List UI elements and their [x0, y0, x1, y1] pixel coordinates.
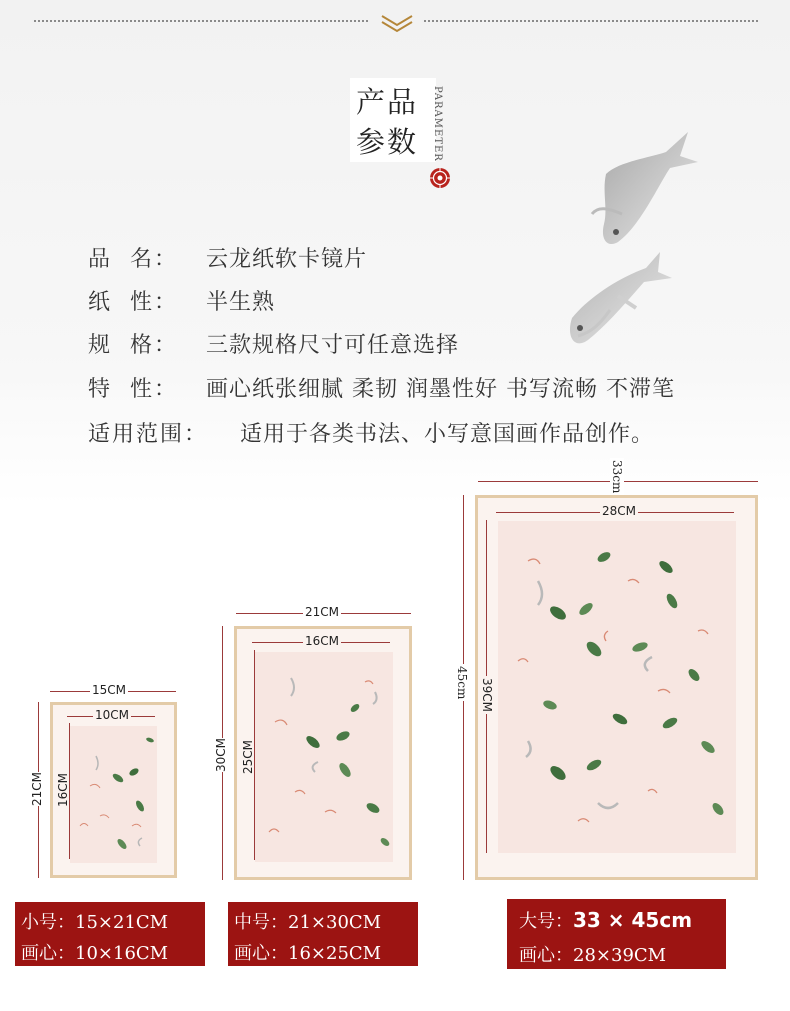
section-title	[356, 82, 436, 162]
medium-frame	[234, 626, 412, 880]
leaf-pattern-icon	[255, 652, 393, 862]
small-size-label	[15, 902, 205, 966]
param-value: 云龙纸软卡镜片	[206, 247, 368, 272]
param-row-feature	[88, 374, 675, 406]
large-inner-height: 39CM	[480, 678, 494, 713]
param-label: 规 格：	[88, 333, 178, 358]
medium-outer-height: 30CM	[214, 738, 228, 773]
section-title-line1: 产品	[356, 85, 419, 119]
divider-left	[34, 20, 368, 22]
small-size-line2: 画心：10×16CM	[21, 943, 169, 964]
large-size-prefix: 大号：	[519, 911, 573, 932]
large-size-value: 33 × 45cm	[573, 908, 693, 932]
medium-inner-height: 25CM	[241, 740, 255, 775]
large-size-label	[507, 899, 726, 969]
param-row-spec	[88, 330, 460, 362]
section-title-line2: 参数	[356, 125, 419, 159]
seal-icon	[429, 167, 451, 189]
large-frame	[475, 495, 758, 880]
medium-size-line1: 中号：21×30CM	[234, 912, 382, 933]
large-inner-width: 28CM	[602, 504, 637, 518]
small-size-line1: 小号：15×21CM	[21, 912, 169, 933]
leaf-pattern-icon	[70, 726, 157, 863]
large-size-line1	[519, 907, 692, 933]
param-label: 纸 性：	[88, 290, 178, 315]
param-row-usage	[88, 419, 655, 451]
param-row-paper-property	[88, 287, 276, 319]
param-value: 画心纸张细腻 柔韧 润墨性好 书写流畅 不滞笔	[206, 377, 675, 402]
param-label: 品 名：	[88, 247, 178, 272]
medium-size-label	[228, 902, 418, 966]
divider-right	[424, 20, 758, 22]
small-inner-width: 10CM	[95, 708, 130, 722]
param-label: 特 性：	[88, 377, 178, 402]
param-label: 适用范围：	[88, 422, 209, 447]
medium-inner-width: 16CM	[305, 634, 340, 648]
small-inner-height: 16CM	[56, 773, 70, 808]
medium-inner-paper	[255, 652, 393, 862]
fish-painting-icon	[548, 128, 708, 368]
medium-size-line2: 画心：16×25CM	[234, 943, 382, 964]
param-value: 三款规格尺寸可任意选择	[206, 333, 460, 358]
large-inner-paper	[498, 521, 736, 853]
param-value: 适用于各类书法、小写意国画作品创作。	[240, 422, 655, 447]
param-value: 半生熟	[206, 290, 276, 315]
param-row-name	[88, 244, 368, 276]
large-outer-width: 33cm	[610, 460, 624, 494]
large-outer-height: 45cm	[455, 666, 469, 700]
small-outer-height: 21CM	[30, 772, 44, 807]
medium-outer-width: 21CM	[305, 605, 340, 619]
double-chevron-icon	[380, 12, 414, 34]
large-size-line2: 画心：28×39CM	[519, 945, 667, 966]
leaf-pattern-icon	[498, 521, 736, 853]
small-outer-width: 15CM	[92, 683, 127, 697]
section-title-en: PARAMETER	[432, 86, 443, 162]
small-inner-paper	[70, 726, 157, 863]
